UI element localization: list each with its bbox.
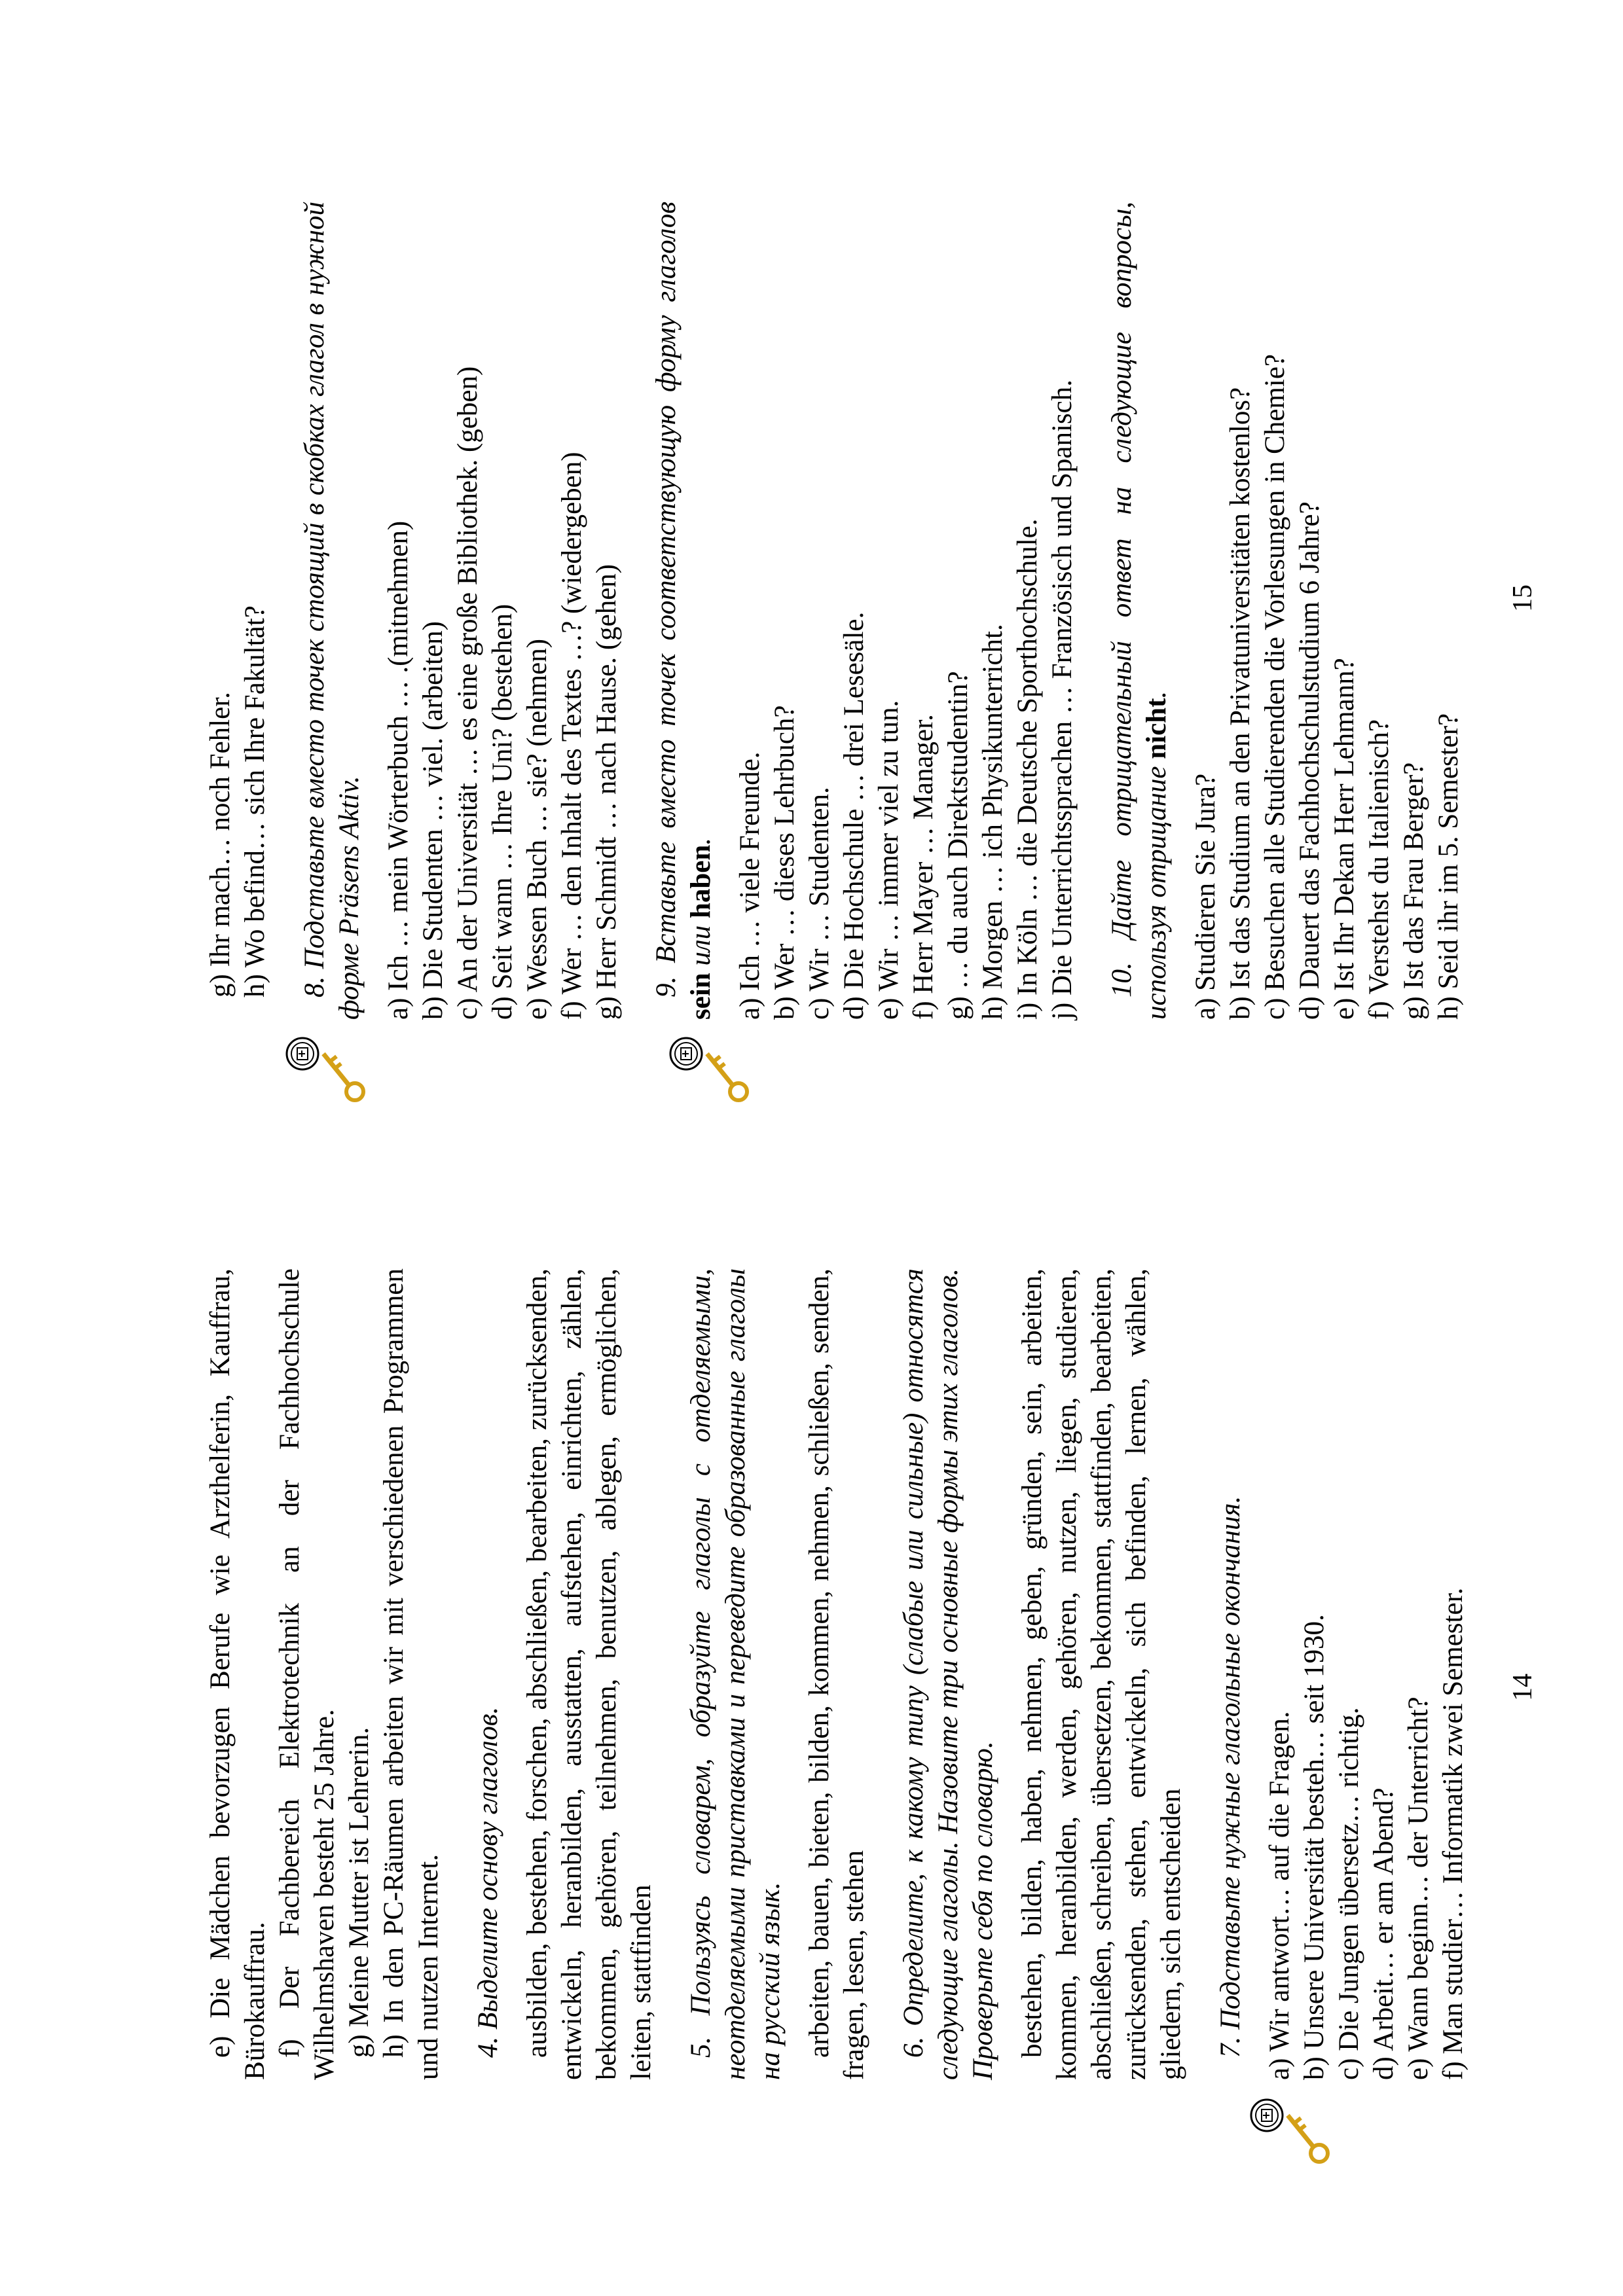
task-7-item-e: e) Wann beginn… der Unterricht? xyxy=(1403,1696,1434,2080)
task-7-item-d: d) Arbeit… er am Abend? xyxy=(1368,1787,1399,2080)
task-10-word-nicht: nicht xyxy=(1141,698,1172,759)
task-4-words: ausbilden, bestehen, forschen, abschließen, bearbeiten, zurücksenden, entwickeln, heranbilden, ausstatten, aufstehen, einrichten, zählen, bekommen, gehören, teilnehmen, benutzen, ablegen, ermöglichen, leiten, stattfinden xyxy=(522,1268,657,2080)
task-10-end: . xyxy=(1141,691,1172,698)
task-7-item-a: a) Wir antwort… auf die Fragen. xyxy=(1264,1711,1295,2080)
task-8-item-b: b) Die Studenten … viel. (arbeiten) xyxy=(418,621,448,1020)
task-9-item-g: g) … du auch Direktstudentin? xyxy=(943,671,974,1020)
task-6-title: 6. Определите, к какому типу (слабые или сильные) относятся следующие глаголы. Назовите три основные формы этих глаголов. Проверьте себя по словарю. xyxy=(898,1268,998,2080)
sentence-g: g) Ihr mach… noch Fehler. xyxy=(205,692,236,997)
task-7-item-f: f) Man studier… Informatik zwei Semester. xyxy=(1438,1587,1468,2080)
task-8-term: Präsens Aktiv. xyxy=(334,776,365,936)
task-10-item-b: b) Ist das Studium an den Privatuniversitäten kostenlos? xyxy=(1225,387,1256,1020)
task-10-title-text: 10. Дайте отрицательный ответ на следующие вопросы, используя отрицание xyxy=(1106,202,1172,1020)
task-8-item-g: g) Herr Schmidt … nach Hause. (gehen) xyxy=(591,564,622,1020)
task-9-item-i: i) In Köln … die Deutsche Sporthochschule. xyxy=(1012,518,1043,1020)
key-disc-icon xyxy=(283,1026,381,1111)
task-9-verb-haben: haben xyxy=(685,844,716,919)
task-8-item-a: a) Ich … mein Wörterbuch … .(mitnehmen) xyxy=(383,520,414,1020)
page-15-text xyxy=(203,202,1466,1020)
task-8-item-e: e) Wessen Buch … sie? (nehmen) xyxy=(522,638,553,1020)
task-8-title xyxy=(297,202,367,1020)
task-10-item-f: f) Verstehst du Italienisch? xyxy=(1364,719,1395,1020)
task-10-item-e: e) Ist Ihr Dekan Herr Lehmann? xyxy=(1329,658,1360,1020)
key-disc-icon xyxy=(666,1026,765,1111)
task-7-item-b: b) Unsere Universität besteh… seit 1930. xyxy=(1299,1614,1330,2080)
task-4-title: 4. Выделите основу глаголов. xyxy=(473,1706,503,2058)
page-14-text xyxy=(203,1268,1470,2080)
task-9-item-c: c) Wir … Studenten. xyxy=(804,787,835,1020)
task-9-item-d: d) Die Hochschule … drei Lesesäle. xyxy=(839,611,869,1020)
task-9-title xyxy=(649,202,718,1020)
task-5-title: 5. Пользуясь словарем, образуйте глаголы с отделяемыми, неотделяемыми приставками и переведите образованные глаголы на русский язык. xyxy=(685,1268,786,2080)
task-8-item-d: d) Seit wann … Ihre Uni? (bestehen) xyxy=(487,603,518,1020)
task-9-verb-sein: sein xyxy=(685,973,716,1020)
page-14 xyxy=(0,1148,1623,2296)
task-9-conj: или xyxy=(685,918,716,973)
task-8-title-text: 8. Подставьте вместо точек стоящий в скобках глагол в нужной форме xyxy=(299,202,365,1020)
task-8-item-f: f) Wer … den Inhalt des Textes …? (wiedergeben) xyxy=(556,452,587,1020)
task-9-item-a: a) Ich … viele Freunde. xyxy=(735,751,765,1020)
task-5-words: arbeiten, bauen, bieten, bilden, kommen, nehmen, schließen, senden, fragen, lesen, stehen xyxy=(804,1268,869,2080)
task-8-item-c: c) An der Universität … es eine große Bibliothek. (geben) xyxy=(452,366,483,1020)
key-disc-icon xyxy=(1247,2088,1345,2173)
task-9-item-j: j) Die Unterrichtssprachen … Französisch und Spanisch. xyxy=(1047,379,1078,1020)
task-10-item-c: c) Besuchen alle Studierenden die Vorlesungen in Chemie? xyxy=(1260,354,1290,1020)
task-10-item-g: g) Ist das Frau Berger? xyxy=(1398,762,1429,1020)
sentence-h: h) Wo befind… sich Ihre Fakultät? xyxy=(240,605,270,997)
task-9-item-b: b) Wer … dieses Lehrbuch? xyxy=(769,705,800,1020)
task-9-item-f: f) Herr Mayer … Manager. xyxy=(908,714,939,1020)
sentence-h: h) In den PC-Räumen arbeiten wir mit verschiedenen Programmen und nutzen Internet. xyxy=(378,1268,444,2080)
task-10-item-a: a) Studieren Sie Jura? xyxy=(1190,773,1221,1020)
task-9-end: . xyxy=(685,837,716,845)
sentence-f: f) Der Fachbereich Elektrotechnik an der Fachhochschule Wilhelmshaven besteht 25 Jahre. xyxy=(274,1268,340,2080)
task-7-title: 7. Подставьте нужные глагольные окончания. xyxy=(1215,1496,1246,2058)
page-number-14: 14 xyxy=(1508,1674,1538,1701)
task-9-title-text: 9. Вставьте вместо точек соответствующую форму глаголов xyxy=(651,202,682,997)
page-number-15: 15 xyxy=(1508,584,1538,612)
sentence-e: e) Die Mädchen bevorzugen Berufe wie Arzthelferin, Kauffrau, Bürokauffrau. xyxy=(205,1268,270,2080)
task-9-item-e: e) Wir … immer viel zu tun. xyxy=(873,700,904,1020)
task-10-item-d: d) Dauert das Fachhochschulstudium 6 Jahre? xyxy=(1294,501,1325,1020)
task-6-words: bestehen, bilden, haben, nehmen, geben, gründen, sein, arbeiten, kommen, heranbilden, werden, gehören, nutzen, liegen, studieren, abschließen, schreiben, übersetzen, bekommen, stattfinden, bearbeiten, zurücksenden, stehen, entwickeln, sich befinden, lernen, wählen, gliedern, sich entscheiden xyxy=(1017,1268,1186,2080)
task-9-item-h: h) Morgen … ich Physikunterricht. xyxy=(977,624,1008,1020)
task-10-item-h: h) Seid ihr im 5. Semester? xyxy=(1433,713,1464,1020)
sentence-g: g) Meine Mutter ist Lehrerin. xyxy=(344,1727,374,2058)
task-7-item-c: c) Die Jungen übersetz… richtig. xyxy=(1334,1707,1364,2080)
task-10-title xyxy=(1104,202,1174,1020)
